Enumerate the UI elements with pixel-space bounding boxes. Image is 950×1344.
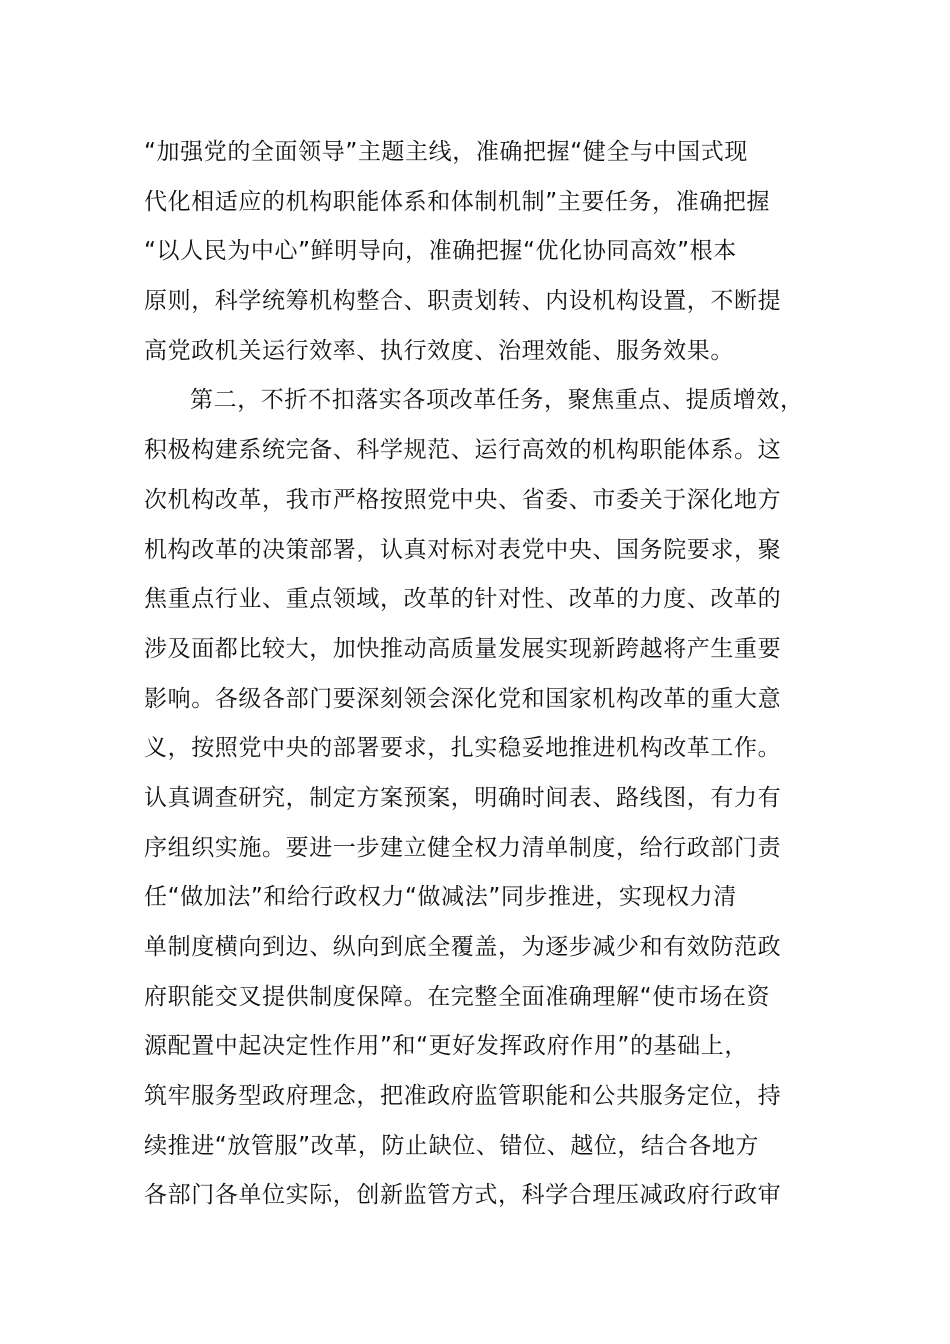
text-line: 涉及面都比较大，加快推动高质量发展实现新跨越将产生重要: [144, 635, 782, 662]
text-line: 筑牢服务型政府理念，把准政府监管职能和公共服务定位，持: [144, 1083, 782, 1110]
text-line: “以人民为中心”鲜明导向，准确把握“优化协同高效”根本: [144, 238, 737, 265]
text-line: 府职能交叉提供制度保障。在完整全面准确理解“使市场在资: [144, 983, 771, 1010]
text-line: 影响。各级各部门要深刻领会深化党和国家机构改革的重大意: [144, 685, 782, 712]
text-line: 代化相适应的机构职能体系和体制机制”主要任务，准确把握: [144, 188, 771, 215]
text-line: 各部门各单位实际，创新监管方式，科学合理压减政府行政审: [144, 1182, 782, 1209]
text-line: 源配置中起决定性作用”和“更好发挥政府作用”的基础上，: [144, 1033, 748, 1060]
paragraph-start-line: 第二，不折不扣落实各项改革任务，聚焦重点、提质增效，: [190, 387, 804, 414]
text-line: 原则，科学统筹机构整合、职责划转、内设机构设置，不断提: [144, 288, 782, 315]
document-body: [144, 128, 814, 1221]
text-line: 序组织实施。要进一步建立健全权力清单制度，给行政部门责: [144, 834, 782, 861]
text-line: 积极构建系统完备、科学规范、运行高效的机构职能体系。这: [144, 437, 782, 464]
text-line: 任“做加法”和给行政权力“做减法”同步推进，实现权力清: [144, 884, 737, 911]
text-line: 认真调查研究，制定方案预案，明确时间表、路线图，有力有: [144, 784, 782, 811]
text-line: 次机构改革，我市严格按照党中央、省委、市委关于深化地方: [144, 486, 782, 513]
text-line: “加强党的全面领导”主题主线，准确把握“健全与中国式现: [144, 139, 748, 165]
text-line: 高党政机关运行效率、执行效度、治理效能、服务效果。: [144, 337, 734, 364]
text-line: 义，按照党中央的部署要求，扎实稳妥地推进机构改革工作。: [144, 735, 782, 762]
text-line: 机构改革的决策部署，认真对标对表党中央、国务院要求，聚: [144, 536, 782, 563]
text-line: 单制度横向到边、纵向到底全覆盖，为逐步减少和有效防范政: [144, 934, 782, 960]
text-line: 焦重点行业、重点领域，改革的针对性、改革的力度、改革的: [144, 586, 782, 613]
text-line: 续推进“放管服”改革，防止缺位、错位、越位，结合各地方: [144, 1132, 760, 1159]
